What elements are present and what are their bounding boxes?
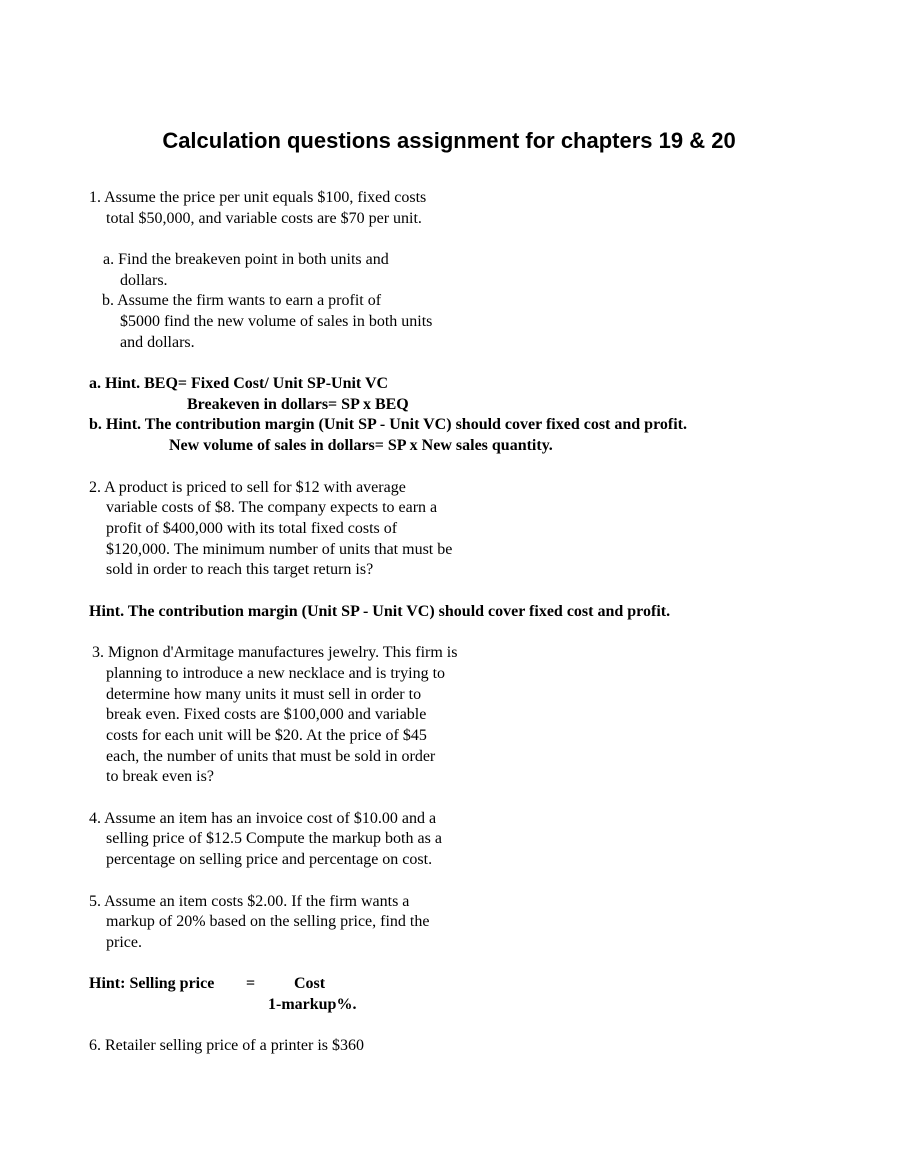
- question-1a-line: dollars.: [120, 272, 168, 289]
- hint-1b: b. Hint. The contribution margin (Unit SP - Unit VC) should cover fixed cost and profit.: [89, 416, 687, 433]
- question-4-line: 4. Assume an item has an invoice cost of $10.00 and a: [89, 810, 437, 827]
- question-1-line: total $50,000, and variable costs are $70 per unit.: [106, 210, 422, 227]
- question-1b-line: $5000 find the new volume of sales in both units: [120, 313, 433, 330]
- hint-1a: a. Hint. BEQ= Fixed Cost/ Unit SP-Unit VC: [89, 375, 389, 392]
- hint-2: Hint. The contribution margin (Unit SP - Unit VC) should cover fixed cost and profit.: [89, 603, 671, 620]
- hint-5-numerator: Cost: [294, 975, 326, 992]
- question-6-line: 6. Retailer selling price of a printer is $360: [89, 1037, 365, 1054]
- hint-1a: Breakeven in dollars= SP x BEQ: [187, 396, 409, 413]
- question-5-line: markup of 20% based on the selling price, find the: [106, 913, 430, 930]
- question-3-line: 3. Mignon d'Armitage manufactures jewelry. This firm is: [92, 644, 458, 661]
- question-2-line: $120,000. The minimum number of units that must be: [106, 541, 453, 558]
- page-title: Calculation questions assignment for chapters 19 & 20: [162, 128, 736, 153]
- question-4-line: selling price of $12.5 Compute the markup both as a: [106, 830, 442, 847]
- question-3-line: costs for each unit will be $20. At the price of $45: [106, 727, 427, 744]
- hint-5-denominator: 1-markup%.: [268, 996, 357, 1013]
- question-2-line: variable costs of $8. The company expects to earn a: [106, 499, 438, 516]
- hint-5-equals: =: [246, 975, 256, 992]
- hint-5-label: Hint: Selling price: [89, 975, 215, 992]
- question-1b-line: and dollars.: [120, 334, 195, 351]
- question-3-line: break even. Fixed costs are $100,000 and variable: [106, 706, 427, 723]
- question-1b-line: b. Assume the firm wants to earn a profit of: [102, 292, 382, 309]
- question-3-line: to break even is?: [106, 768, 214, 785]
- question-4-line: percentage on selling price and percentage on cost.: [106, 851, 433, 868]
- question-5-line: price.: [106, 934, 142, 951]
- question-3-line: each, the number of units that must be sold in order: [106, 748, 436, 765]
- question-2-line: 2. A product is priced to sell for $12 with average: [89, 479, 406, 496]
- question-1-line: 1. Assume the price per unit equals $100, fixed costs: [89, 189, 427, 206]
- question-3-line: determine how many units it must sell in order to: [106, 686, 422, 703]
- question-2-line: profit of $400,000 with its total fixed costs of: [106, 520, 398, 537]
- question-5-line: 5. Assume an item costs $2.00. If the firm wants a: [89, 893, 410, 910]
- hint-1b: New volume of sales in dollars= SP x New sales quantity.: [169, 437, 553, 454]
- question-3-line: planning to introduce a new necklace and is trying to: [106, 665, 446, 682]
- question-2-line: sold in order to reach this target return is?: [106, 561, 374, 578]
- question-1a-line: a. Find the breakeven point in both units and: [103, 251, 389, 268]
